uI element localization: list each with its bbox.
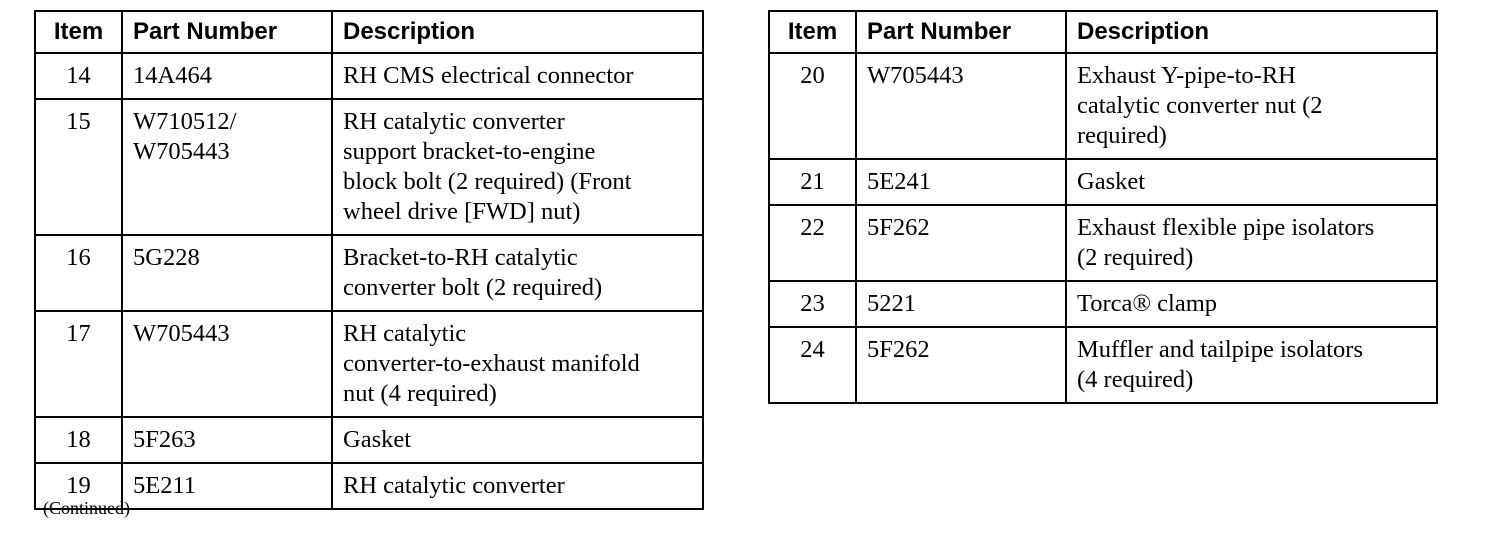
description-cell: RH catalytic converter support bracket-to-engine block bolt (2 required) (Front wheel drive [FWD] nut) [332, 99, 703, 235]
description-cell: Muffler and tailpipe isolators (4 required) [1066, 327, 1437, 403]
table-row [769, 159, 1437, 205]
table-row [35, 417, 703, 463]
part-number-cell: 5E241 [856, 159, 1066, 205]
table-header-row [769, 11, 1437, 53]
table-row [35, 463, 703, 509]
parts-table-left [34, 10, 704, 510]
part-number-cell: 5F262 [856, 205, 1066, 281]
description-cell: Gasket [1066, 159, 1437, 205]
header-part-number: Part Number [856, 11, 1066, 53]
item-number-cell: 19 [35, 463, 122, 509]
table-row [769, 281, 1437, 327]
continued-note: (Continued) [43, 498, 130, 518]
table-row [35, 53, 703, 99]
part-number-cell: 14A464 [122, 53, 332, 99]
item-number-cell: 18 [35, 417, 122, 463]
item-number-cell: 22 [769, 205, 856, 281]
part-number-cell: 5F262 [856, 327, 1066, 403]
header-description: Description [1066, 11, 1437, 53]
part-number-cell: W710512/ W705443 [122, 99, 332, 235]
part-number-cell: 5F263 [122, 417, 332, 463]
item-number-cell: 16 [35, 235, 122, 311]
table-row [35, 311, 703, 417]
part-number-cell: 5E211 [122, 463, 332, 509]
description-cell: Torca® clamp [1066, 281, 1437, 327]
part-number-cell: 5221 [856, 281, 1066, 327]
table-row [35, 99, 703, 235]
description-cell: RH catalytic converter [332, 463, 703, 509]
parts-table-right [768, 10, 1438, 404]
item-number-cell: 21 [769, 159, 856, 205]
item-number-cell: 17 [35, 311, 122, 417]
description-cell: Exhaust Y-pipe-to-RH catalytic converter nut (2 required) [1066, 53, 1437, 159]
item-number-cell: 20 [769, 53, 856, 159]
header-description: Description [332, 11, 703, 53]
description-cell: Exhaust flexible pipe isolators (2 required) [1066, 205, 1437, 281]
table-row [769, 53, 1437, 159]
part-number-cell: W705443 [122, 311, 332, 417]
item-number-cell: 14 [35, 53, 122, 99]
header-item: Item [769, 11, 856, 53]
header-item: Item [35, 11, 122, 53]
description-cell: RH catalytic converter-to-exhaust manifold nut (4 required) [332, 311, 703, 417]
description-cell: RH CMS electrical connector [332, 53, 703, 99]
item-number-cell: 15 [35, 99, 122, 235]
item-number-cell: 24 [769, 327, 856, 403]
item-number-cell: 23 [769, 281, 856, 327]
table-row [769, 205, 1437, 281]
description-cell: Bracket-to-RH catalytic converter bolt (2 required) [332, 235, 703, 311]
table-row [35, 235, 703, 311]
part-number-cell: 5G228 [122, 235, 332, 311]
part-number-cell: W705443 [856, 53, 1066, 159]
description-cell: Gasket [332, 417, 703, 463]
table-header-row [35, 11, 703, 53]
table-row [769, 327, 1437, 403]
header-part-number: Part Number [122, 11, 332, 53]
